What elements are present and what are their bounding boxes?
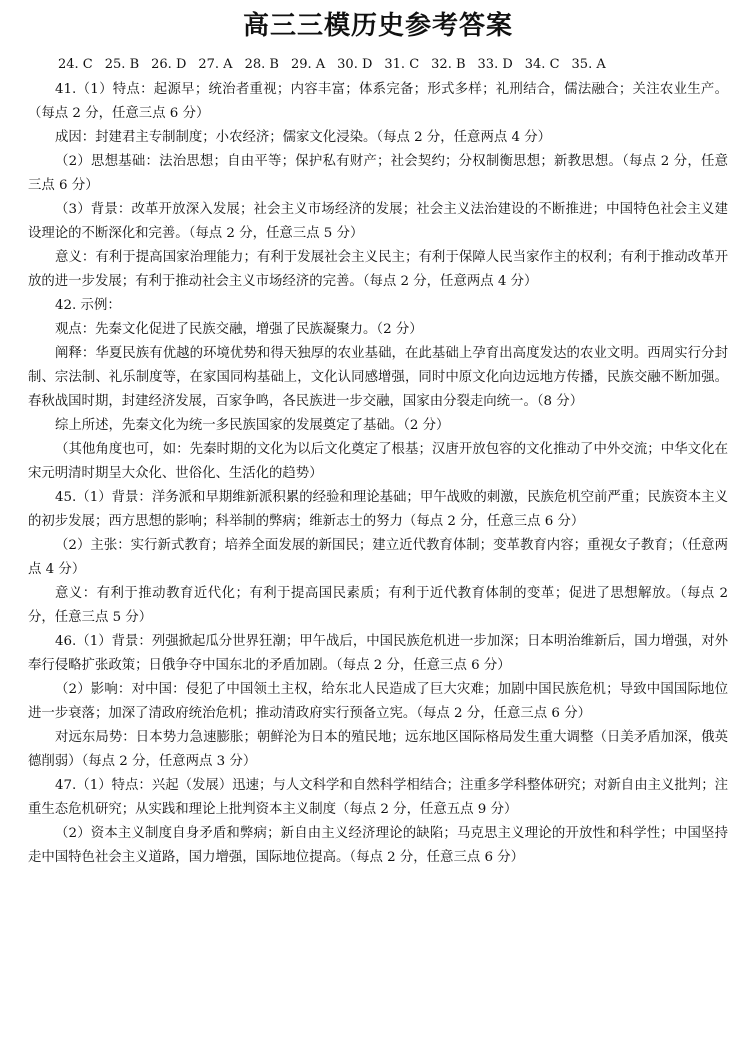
answer-paragraph: 42. 示例： [55, 298, 121, 313]
answer-paragraph: 46.（1）背景：列强掀起瓜分世界狂潮；甲午战后，中国民族危机进一步加深；日本明治维新后，国力增强，对外奉行侵略扩张政策；日俄争夺中国东北的矛盾加剧。（每点 2 分，任意三点 6 分） [28, 634, 728, 673]
page-title: 高三三模历史参考答案 [242, 11, 513, 41]
choice-answer: 31. C [384, 57, 420, 72]
choice-answer: 26. D [151, 57, 187, 72]
answer-paragraph: 意义：有利于推动教育近代化；有利于提高国民素质；有利于近代教育体制的变革；促进了思想解放。（每点 2 分，任意三点 5 分） [28, 586, 728, 625]
choice-answer: 35. A [571, 57, 606, 72]
answer-paragraph: （3）背景：改革开放深入发展；社会主义市场经济的发展；社会主义法治建设的不断推进；中国特色社会主义建设理论的不断深化和完善。（每点 2 分，任意三点 5 分） [28, 202, 728, 241]
answer-paragraph: （2）影响：对中国：侵犯了中国领土主权，给东北人民造成了巨大灾难；加剧中国民族危机；导致中国国际地位进一步衰落；加深了清政府统治危机；推动清政府实行预备立宪。（每点 2 分，任意三点 6 分） [28, 682, 728, 721]
choice-answer: 27. A [198, 57, 233, 72]
answer-paragraph: 阐释：华夏民族有优越的环境优势和得天独厚的农业基础，在此基础上孕育出高度发达的农业文明。西周实行分封制、宗法制、礼乐制度等，在家国同构基础上，文化认同感增强，同时中原文化向边远地方传播，民族交融不断加强。春秋战国时期，封建经济发展，百家争鸣，各民族进一步交融，国家由分裂走向统一。（8 分） [28, 346, 728, 409]
answer-paragraph: 47.（1）特点：兴起（发展）迅速；与人文科学和自然科学相结合；注重多学科整体研究；对新自由主义批判；注重生态危机研究；从实践和理论上批判资本主义制度（每点 2 分，任意五点 9 分） [28, 778, 728, 817]
choice-answer: 29. A [290, 57, 326, 72]
answer-paragraph: 观点：先秦文化促进了民族交融，增强了民族凝聚力。（2 分） [55, 322, 423, 337]
choice-answer: 25. B [104, 57, 140, 72]
choice-answer: 32. B [431, 57, 466, 72]
answer-paragraph: （2）资本主义制度自身矛盾和弊病；新自由主义经济理论的缺陷；马克思主义理论的开放性和科学性；中国坚持走中国特色社会主义道路，国力增强，国际地位提高。（每点 2 分，任意三点 6 分） [28, 826, 728, 865]
answer-paragraph: （2）主张：实行新式教育；培养全面发展的新国民；建立近代教育体制；变革教育内容；重视女子教育；（任意两点 4 分） [28, 538, 728, 577]
choice-answer: 24. C [58, 57, 93, 72]
answer-paragraph: 综上所述，先秦文化为统一多民族国家的发展奠定了基础。（2 分） [55, 418, 450, 433]
multiple-choice-answers [28, 54, 728, 76]
answer-paragraph: 意义：有利于提高国家治理能力；有利于发展社会主义民主；有利于保障人民当家作主的权利；有利于推动改革开放的进一步发展；有利于推动社会主义市场经济的完善。（每点 2 分，任意两点 4 分） [28, 250, 728, 289]
answer-paragraph: 45.（1）背景：洋务派和早期维新派积累的经验和理论基础；甲午战败的刺激，民族危机空前严重；民族资本主义的初步发展；西方思想的影响；科举制的弊病；维新志士的努力（每点 2 分，任意三点 6 分） [28, 490, 728, 529]
choice-answer: 33. D [477, 57, 513, 72]
choice-answer: 30. D [337, 57, 373, 72]
choice-answer: 34. C [524, 57, 560, 72]
choice-answer: 28. B [244, 57, 279, 72]
answer-paragraph: （2）思想基础：法治思想；自由平等；保护私有财产；社会契约；分权制衡思想；新教思想。（每点 2 分，任意三点 6 分） [28, 154, 728, 193]
answer-paragraph: 成因：封建君主专制制度；小农经济；儒家文化浸染。（每点 2 分，任意两点 4 分） [55, 130, 552, 145]
answer-paragraph: （其他角度也可，如：先秦时期的文化为以后文化奠定了根基；汉唐开放包容的文化推动了中外交流；中华文化在宋元明清时期呈大众化、世俗化、生活化的趋势） [28, 442, 728, 481]
answer-paragraph: 对远东局势：日本势力急速膨胀；朝鲜沦为日本的殖民地；远东地区国际格局发生重大调整（日美矛盾加深，俄英德削弱）（每点 2 分，任意两点 3 分） [28, 730, 728, 769]
answer-paragraph: 41.（1）特点：起源早；统治者重视；内容丰富；体系完备；形式多样；礼刑结合，儒法融合；关注农业生产。（每点 2 分，任意三点 6 分） [28, 82, 728, 121]
